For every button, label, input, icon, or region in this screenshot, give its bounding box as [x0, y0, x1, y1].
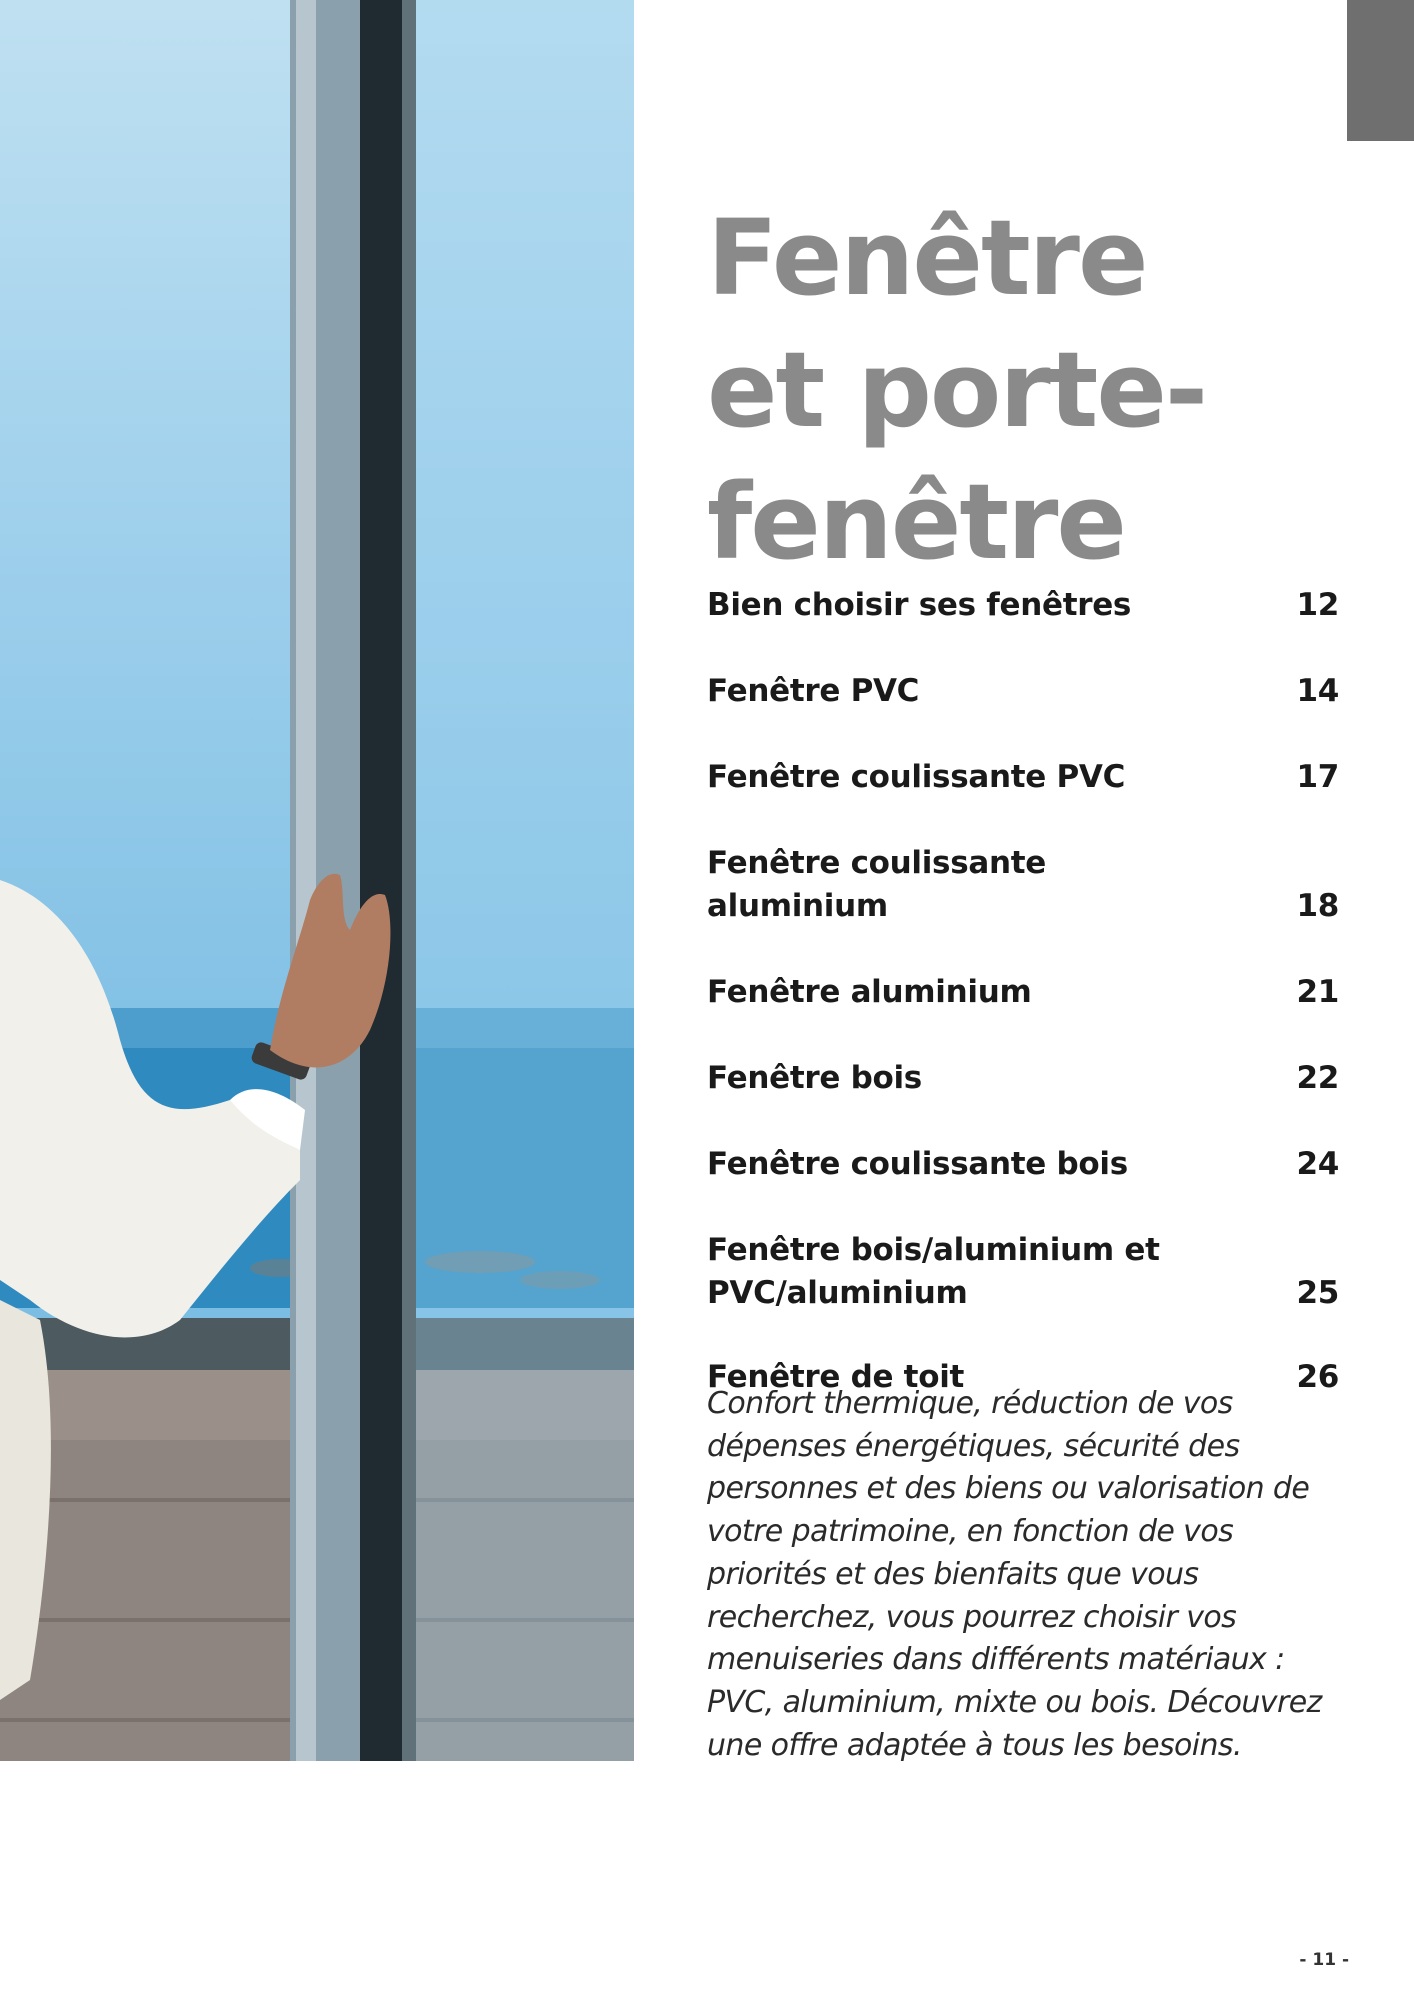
- title-line: Fenêtre: [707, 197, 1147, 319]
- toc-page-number: 21: [1296, 974, 1339, 1010]
- section-tab-marker: [1347, 0, 1414, 141]
- toc-label: Bien choisir ses fenêtres: [707, 587, 1132, 623]
- page-title: [707, 192, 1347, 588]
- window-sea-illustration: [0, 0, 634, 1761]
- toc-entry[interactable]: [707, 756, 1339, 799]
- toc-entry[interactable]: [707, 842, 1339, 928]
- toc-label: Fenêtre PVC: [707, 673, 920, 709]
- toc-page-number: 14: [1296, 673, 1339, 709]
- toc-page-number: 24: [1296, 1146, 1339, 1182]
- toc-label: Fenêtre coulissante PVC: [707, 759, 1126, 795]
- cover-photo: [0, 0, 634, 1761]
- toc-page-number: 26: [1296, 1359, 1339, 1395]
- table-of-contents: [707, 584, 1339, 1442]
- title-line: fenêtre: [707, 461, 1125, 583]
- toc-page-number: 12: [1296, 587, 1339, 623]
- title-line: et porte-: [707, 329, 1207, 451]
- toc-page-number: 25: [1296, 1275, 1339, 1311]
- toc-page-number: 22: [1296, 1060, 1339, 1096]
- toc-entry[interactable]: [707, 670, 1339, 713]
- window-frame-shadow: [360, 0, 402, 1761]
- toc-label: Fenêtre bois/aluminium et PVC/aluminium: [707, 1232, 1160, 1311]
- toc-label: Fenêtre coulissante bois: [707, 1146, 1128, 1182]
- toc-entry[interactable]: [707, 1229, 1339, 1315]
- toc-page-number: 17: [1296, 759, 1339, 795]
- intro-paragraph: Confort thermique, réduction de vos dépenses énergétiques, sécurité des personnes et des biens ou valorisation de votre patrimoine, en fonction de vos priorités et des bienfaits que vous recherchez, vous pourrez choisir vos menuiseries dans différents matériaux : PVC, aluminium, mixte ou bois. Découvrez une offre adaptée à tous les besoins.: [707, 1386, 1322, 1763]
- toc-page-number: 18: [1296, 888, 1339, 924]
- toc-label: Fenêtre coulissante aluminium: [707, 845, 1046, 924]
- toc-entry[interactable]: [707, 1143, 1339, 1186]
- toc-label: Fenêtre aluminium: [707, 974, 1032, 1010]
- page-number: - 11 -: [1299, 1950, 1349, 1970]
- toc-entry[interactable]: [707, 584, 1339, 627]
- toc-entry[interactable]: [707, 971, 1339, 1014]
- toc-label: Fenêtre de toit: [707, 1359, 965, 1395]
- toc-label: Fenêtre bois: [707, 1060, 922, 1096]
- toc-entry[interactable]: [707, 1057, 1339, 1100]
